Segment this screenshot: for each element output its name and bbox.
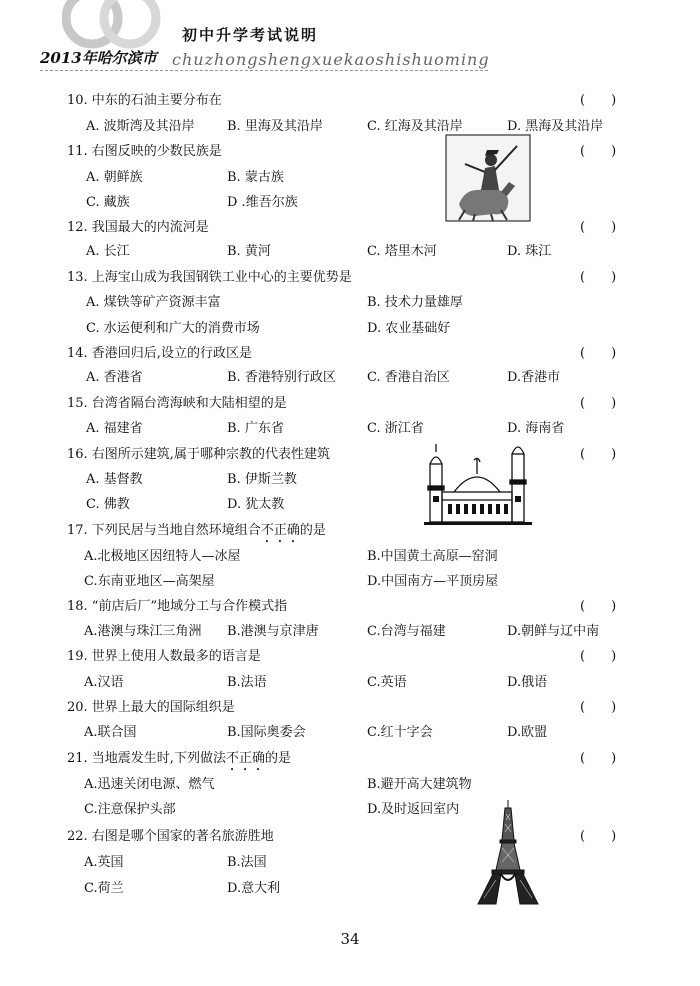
option[interactable]: C.荷兰 — [84, 881, 124, 896]
question-stem: 16. 右图所示建筑,属于哪种宗教的代表性建筑 — [67, 447, 330, 462]
option[interactable]: A.英国 — [84, 855, 124, 870]
option[interactable]: A.汉语 — [84, 675, 124, 690]
option[interactable]: A. 煤铁等矿产资源丰富 — [86, 295, 221, 310]
answer-paren[interactable]: ( ) — [580, 751, 617, 766]
option[interactable]: A. 波斯湾及其沿岸 — [86, 119, 195, 134]
option[interactable]: D.欧盟 — [507, 725, 548, 740]
option[interactable]: D.朝鲜与辽中南 — [507, 624, 600, 639]
answer-paren[interactable]: ( ) — [580, 599, 617, 614]
stem-text: 21. 当地震发生时,下列做法 — [67, 751, 226, 766]
option[interactable]: D.及时返回室内 — [367, 802, 460, 817]
option[interactable]: B.中国黄土高原—窑洞 — [367, 549, 498, 564]
option[interactable]: A. 长江 — [86, 244, 130, 259]
question-stem: 22. 右图是哪个国家的著名旅游胜地 — [67, 829, 274, 844]
option[interactable]: B. 广东省 — [227, 421, 284, 436]
stem-text: 的是 — [299, 523, 326, 538]
question-stem: 20. 世界上最大的国际组织是 — [67, 700, 235, 715]
option[interactable]: A. 朝鲜族 — [86, 170, 143, 185]
option[interactable]: D.意大利 — [227, 881, 281, 896]
option[interactable]: B. 香港特别行政区 — [227, 370, 336, 385]
option[interactable]: D. 珠江 — [507, 244, 552, 259]
question-stem: 19. 世界上使用人数最多的语言是 — [67, 649, 261, 664]
option[interactable]: B. 伊斯兰教 — [227, 472, 297, 487]
answer-paren[interactable]: ( ) — [580, 144, 617, 159]
option[interactable]: B.法国 — [227, 855, 267, 870]
option[interactable]: A.港澳与珠江三角洲 — [84, 624, 202, 639]
option[interactable]: A. 福建省 — [86, 421, 143, 436]
option[interactable]: C.红十字会 — [367, 725, 433, 740]
option[interactable]: C.英语 — [367, 675, 407, 690]
header-title: 初中升学考试说明 — [182, 26, 319, 44]
option[interactable]: B. 里海及其沿岸 — [227, 119, 323, 134]
stem-emphasis: 不正确 — [260, 523, 300, 538]
answer-paren[interactable]: ( ) — [580, 829, 617, 844]
answer-paren[interactable]: ( ) — [580, 700, 617, 715]
question-stem: 15. 台湾省隔台湾海峡和大陆相望的是 — [67, 396, 287, 411]
stem-text: 的是 — [264, 751, 291, 766]
option[interactable]: A.联合国 — [84, 725, 137, 740]
option[interactable]: D. 黑海及其沿岸 — [507, 119, 604, 134]
option[interactable]: C.注意保护头部 — [84, 802, 176, 817]
page-number: 34 — [340, 930, 360, 948]
option[interactable]: C.东南亚地区—高架屋 — [84, 574, 215, 589]
question-stem: 12. 我国最大的内流河是 — [67, 220, 209, 235]
option[interactable]: D.俄语 — [507, 675, 548, 690]
answer-paren[interactable]: ( ) — [580, 220, 617, 235]
header-divider — [40, 70, 488, 71]
question-stem: 11. 右图反映的少数民族是 — [67, 144, 222, 159]
option[interactable]: C.台湾与福建 — [367, 624, 446, 639]
question-stem: 14. 香港回归后,设立的行政区是 — [67, 346, 252, 361]
question-stem — [67, 519, 326, 546]
option[interactable]: D.香港市 — [507, 370, 561, 385]
header-pinyin: chuzhongshengxuekaoshishuoming — [172, 50, 490, 69]
option[interactable]: C. 浙江省 — [367, 421, 424, 436]
option[interactable]: A. 基督教 — [86, 472, 143, 487]
option[interactable]: B.法语 — [227, 675, 267, 690]
question-stem — [67, 747, 291, 774]
answer-paren[interactable]: ( ) — [580, 649, 617, 664]
option[interactable]: A. 香港省 — [86, 370, 143, 385]
question-stem: 13. 上海宝山成为我国钢铁工业中心的主要优势是 — [67, 270, 352, 285]
option[interactable]: D. 犹太教 — [227, 497, 285, 512]
option[interactable]: C. 塔里木河 — [367, 244, 437, 259]
question-stem: 18. “前店后厂”地域分工与合作模式指 — [67, 599, 288, 614]
option[interactable]: C. 红海及其沿岸 — [367, 119, 463, 134]
option[interactable]: A.北极地区因纽特人—冰屋 — [84, 549, 241, 564]
question-stem: 10. 中东的石油主要分布在 — [67, 93, 222, 108]
horseman-illustration — [445, 134, 531, 222]
answer-paren[interactable]: ( ) — [580, 447, 617, 462]
header-year-city: 2013年哈尔滨市 — [40, 49, 157, 67]
eiffel-tower-illustration — [472, 800, 544, 906]
option[interactable]: D. 海南省 — [507, 421, 565, 436]
option[interactable]: C. 佛教 — [86, 497, 130, 512]
option[interactable]: D .维吾尔族 — [227, 195, 298, 210]
option[interactable]: B. 黄河 — [227, 244, 271, 259]
option[interactable]: D. 农业基础好 — [367, 321, 451, 336]
option[interactable]: C. 水运便利和广大的消费市场 — [86, 321, 260, 336]
answer-paren[interactable]: ( ) — [580, 396, 617, 411]
option[interactable]: D.中国南方—平顶房屋 — [367, 574, 499, 589]
option[interactable]: C. 藏族 — [86, 195, 130, 210]
mosque-illustration — [424, 440, 532, 526]
stem-text: 17. 下列民居与当地自然环境组合 — [67, 523, 261, 538]
option[interactable]: B. 蒙古族 — [227, 170, 284, 185]
option[interactable]: C. 香港自治区 — [367, 370, 450, 385]
stem-emphasis: 不正确 — [225, 751, 265, 766]
option[interactable]: B.避开高大建筑物 — [367, 777, 472, 792]
option[interactable]: B.港澳与京津唐 — [227, 624, 319, 639]
option[interactable]: B.国际奥委会 — [227, 725, 306, 740]
answer-paren[interactable]: ( ) — [580, 93, 617, 108]
answer-paren[interactable]: ( ) — [580, 346, 617, 361]
option[interactable]: A.迅速关闭电源、燃气 — [84, 777, 215, 792]
answer-paren[interactable]: ( ) — [580, 270, 617, 285]
option[interactable]: B. 技术力量雄厚 — [367, 295, 463, 310]
